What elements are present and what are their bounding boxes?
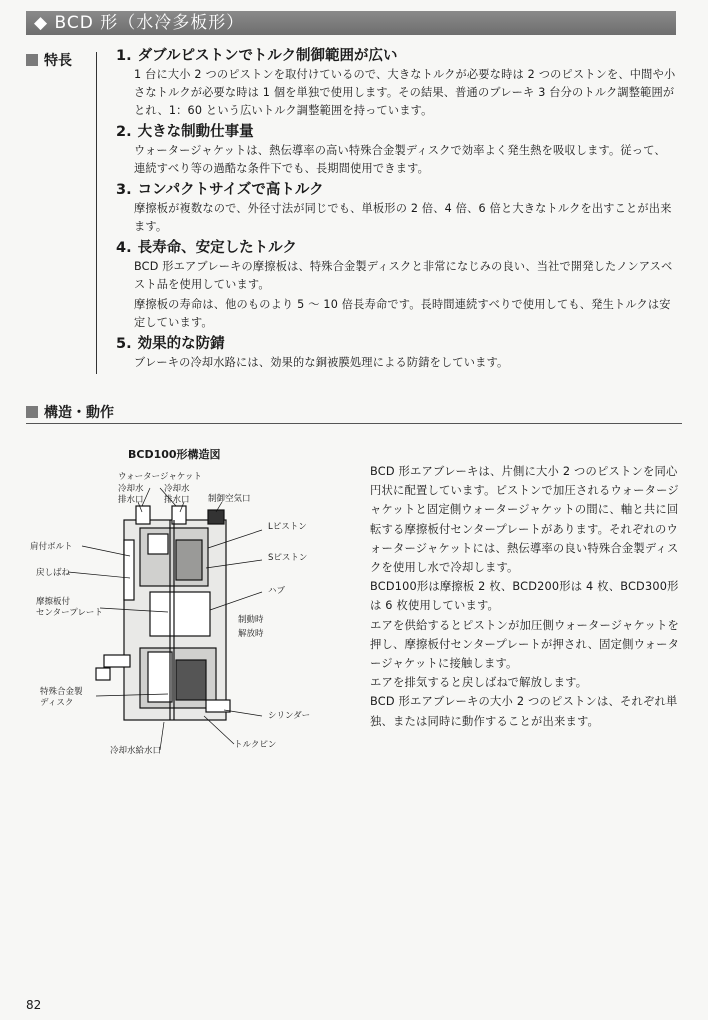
page-title: ◆ BCD 形（水冷多板形） xyxy=(26,11,676,35)
label-control-air-port: 制御空気口 xyxy=(208,494,251,504)
diagram-title: BCD100形構造図 xyxy=(128,448,221,461)
label-return-spring: 戻しばね xyxy=(36,568,71,578)
label-alloy-disk: 特殊合金製 ディスク xyxy=(40,687,83,708)
hub xyxy=(150,592,210,636)
label-shoulder-bolt: 肩付ボルト xyxy=(30,542,73,552)
label-cooling-outlet: 冷却水 排水口 xyxy=(164,484,190,505)
label-l-piston: Lピストン xyxy=(268,522,307,532)
label-water-jacket: ウォータージャケット xyxy=(118,472,202,482)
label-hub: ハブ xyxy=(268,586,286,596)
structure-description: BCD 形エアブレーキは、片側に大小 2 つのピストンを同心円状に配置しています。ピストンで加圧されるウォータージャケットと固定側ウォータージャケットの間に、軸と共に回転する摩擦板付センタープレートがあります。それぞれのウォータージャケットには、熱伝導率の良い特殊合金製ディスクを使用し水で冷却します。 BCD100形は摩擦板 2 枚、BCD200形は 4 枚、BCD300形は 6 枚使用しています。 エアを供給するとピストンが加圧側ウォータージャケットを押し、摩擦板付センタープレートが押され、固定側ウォータージャケットに接触します。 エアを排気すると戻しばねで解放します。 BCD 形エアブレーキの大小 2 つのピストンは、それぞれ単独、または同時に動作することが出来ます。 xyxy=(370,465,680,728)
label-s-piston: Sピストン xyxy=(268,553,308,563)
structure-heading: 構造・動作 xyxy=(26,402,114,422)
features-heading: 特長 xyxy=(26,50,72,70)
label-cooling-outlet: 冷却水 排水口 xyxy=(118,484,144,505)
page-number: 82 xyxy=(26,998,42,1012)
label-torque-pin: トルクピン xyxy=(234,740,277,750)
label-water-inlet: 冷却水給水口 xyxy=(110,746,162,756)
label-center-plate: 摩擦板付 センタープレート xyxy=(36,597,103,618)
feature-item: 5. 効果的な防錆 ブレーキの冷却水路には、効果的な銅被膜処理による防錆をしています。 xyxy=(116,336,509,369)
feature-item: 4. 長寿命、安定したトルク BCD 形エアブレーキの摩擦板は、特殊合金製ディスクと非常になじみの良い、当社で開発したノンアスベスト品を使用しています。 摩擦板の寿命は、他のものより 5 ～ 10 倍長寿命です。長時間連続すべりで使用しても、発生トルクは安定しています。 xyxy=(116,240,673,329)
feature-item: 2. 大きな制動仕事量 ウォータージャケットは、熱伝導率の高い特殊合金製ディスクで効率よく発生熱を吸収します。従って、連続すべり等の過酷な条件下でも、長期間使用できます。 xyxy=(116,124,666,175)
feature-item: 1. ダブルピストンでトルク制御範囲が広い 1 台に大小 2 つのピストンを取付けているので、大きなトルクが必要な時は 2 つのピストンを、中間や小さなトルクが必要な時は 1 個を単独で使用します。その結果、普通のブレーキ 3 台分のトルク調整範囲がとれ、1：60 という広いトルク調整範囲を持っています。 xyxy=(116,48,676,117)
label-release: 解放時 xyxy=(238,629,264,639)
label-braking: 制動時 xyxy=(238,615,264,625)
feature-item: 3. コンパクトサイズで高トルク 摩擦板が複数なので、外径寸法が同じでも、単板形の 2 倍、4 倍、6 倍と大きなトルクを出すことが出来ます。 xyxy=(116,182,672,233)
label-cylinder: シリンダー xyxy=(268,711,311,721)
